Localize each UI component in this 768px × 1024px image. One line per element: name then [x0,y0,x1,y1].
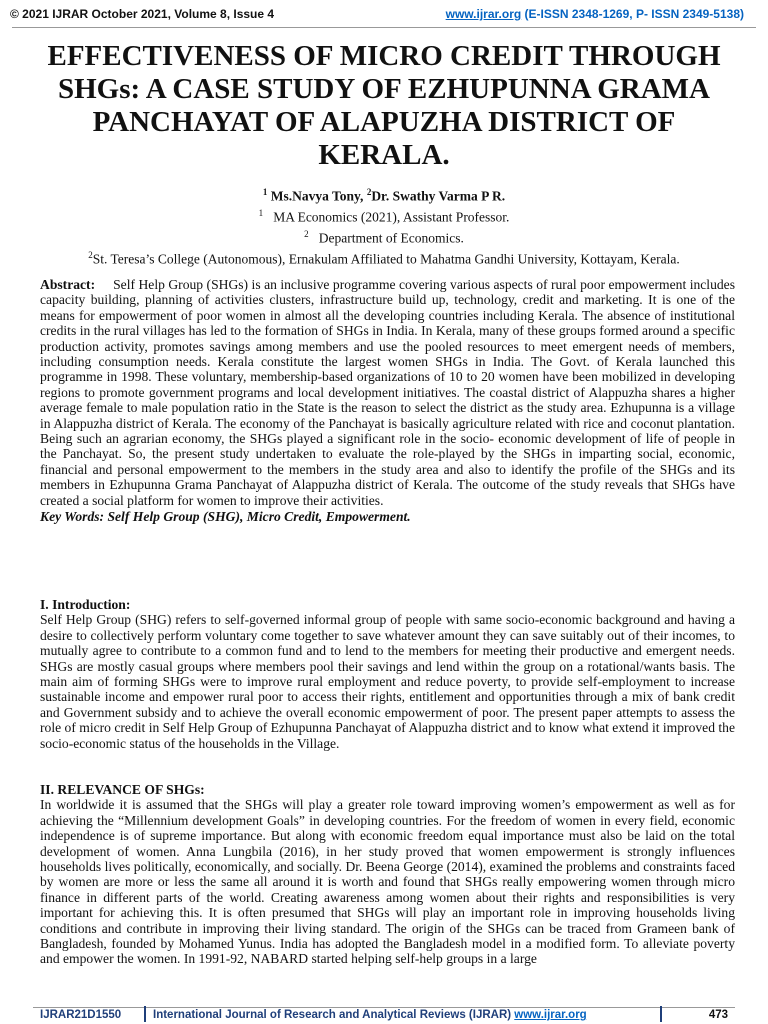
affiliation-3-sup: 2 [88,250,93,260]
footer-divider [33,1007,735,1008]
relevance-text: In worldwide it is assumed that the SHGs will play a greater role toward improving women’s empowerment as well as for achieving the “Millennium development Goals” in developing countries. For the freedom of women in every field, economic independence is of supreme importance. But along with economic freedom equal importance must also be laid on the total development of women. Anna Lungbila (2016), in her study proved that women empowerment is strongly influences households lives politically, economically, and socially. Dr. Beena George (2014), examined the problems and constraints faced by women are more or less the same all around it is worth and found that SHGs really empowering women through micro finance in different parts of the world. Creating awareness among women about their rights and responsibilities is very important for achieving this. It is often presumed that SHGs will play an important role in improving households living conditions and contribute in improving their living standard. The origin of the SHGs can be traced from Grameen bank of Bangladesh, founded by Mohamed Yunus. India has adopted the Bangladesh model in a modified form. To alleviate poverty and empower the women. In 1991-92, NABARD started helping self-help groups in a large [40,797,735,967]
header-issn: (E-ISSN 2348-1269, P- ISSN 2349-5138) [524,7,744,21]
author1-name: Ms.Navya Tony, [270,188,367,204]
paper-title: EFFECTIVENESS OF MICRO CREDIT THROUGH SHGs: A CASE STUDY OF EZHUPUNNA GRAMA PANCHAYAT OF ALAPUZHA DISTRICT OF KERALA. [47,40,721,171]
relevance-section [40,782,735,967]
footer-journal-name: International Journal of Research and Analytical Reviews (IJRAR) [153,1009,515,1021]
page-number: 473 [708,1009,728,1021]
affiliation-3 [0,247,768,268]
author1-sup: 1 [262,187,268,197]
affiliation-1-text: MA Economics (2021), Assistant Professor. [273,209,510,225]
header-right [446,7,744,21]
author-names [0,184,768,205]
abstract-label: Abstract: [40,277,96,292]
footer-separator-2 [660,1006,662,1022]
abstract-paragraph [40,277,735,508]
relevance-heading: II. RELEVANCE OF SHGs: [40,782,205,797]
introduction-heading: I. Introduction: [40,597,131,612]
page-header [10,7,758,25]
footer-journal [153,1009,587,1021]
footer-separator-1 [144,1006,146,1022]
affiliation-2 [0,226,768,247]
header-site-link[interactable]: www.ijrar.org [445,7,522,21]
abstract-section [40,277,735,525]
affiliation-2-text: Department of Economics. [318,230,464,246]
header-citation: © 2021 IJRAR October 2021, Volume 8, Issue 4 [10,7,275,21]
introduction-section [40,597,735,751]
author-block [0,184,768,268]
affiliation-3-text: St. Teresa’s College (Autonomous), Ernakulam Affiliated to Mahatma Gandhi University, Kottayam, Kerala. [92,251,680,267]
footer-paper-id: IJRAR21D1550 [40,1009,122,1021]
affiliation-1-sup: 1 [258,208,264,218]
keywords: Key Words: Self Help Group (SHG), Micro Credit, Empowerment. [40,509,411,525]
affiliation-1 [0,205,768,226]
header-divider [12,27,756,28]
author2-name: Dr. Swathy Varma P R. [371,188,506,204]
affiliation-2-sup: 2 [304,229,309,239]
footer-site-link[interactable]: www.ijrar.org [514,1009,587,1021]
abstract-text: Self Help Group (SHGs) is an inclusive programme covering various aspects of rural poor empowerment includes capacity building, planning of activities clusters, infrastructure build up, technology, credit and marketing. It is one of the means for empowerment of poor women in almost all the developing countries including Kerala. The absence of institutional credits in the rural villages has led to the formation of SHGs in India. In Kerala, many of these groups formed around a specific production activity, promotes savings among members and use the pooled resources to meet emergent needs of members, including consumption needs. Kerala constitute the largest women SHGs in India. The Govt. of Kerala launched this programme in 1998. These voluntary, membership-based organizations of 10 to 20 women have been mobilized in developing regions to promote government programs and local development initiatives. The coastal district of Alappuzha shares a higher average female to male population ratio in the State is the reason to select the district as the study area. Ezhupunna is a village in Alappuzha district of Kerala. The economy of the Panchayat is basically agriculture related with rice and coconut plantation. Being such an agrarian economy, the SHGs played a significant role in the socio- economic development of life of people in the Panchayat. So, the present study undertaken to evaluate the role-played by the SHGs in imparting social, economic, financial and personal empowerment to the members in the study area and also to identify the profile of the SHGs and its members in Ezhupunna Grama Panchayat of Alappuzha district of Kerala. The outcome of the study reveals that SHGs have created a social platform for women to improve their activities. [40,277,735,508]
introduction-text: Self Help Group (SHG) refers to self-governed informal group of people with same socio-economic background and having a desire to collectively perform voluntary come together to save whatever amount they can save suitably out of their incomes, to mutually agree to contribute to a common fund and to lend to the members for meeting their productive and emergent needs. SHGs are mostly casual groups where members pool their savings and lend within the group on a rotational/wants basis. The main aim of forming SHGs were to improve rural employment and reduce poverty, to provide self-employment to increase sustainable income and empower rural poor to access their rights, entitlement and opportunities through a mix of bank credit and Government subsidy and to achieve the overall economic empowerment of poor. The present paper attempts to assess the role of micro credit in Self Help Group of Ezhupunna Panchayat of Alappuzha district and to know what extend it improved the socio-economic status of the households in the Village. [40,612,735,751]
author2-sup: 2 [366,187,372,197]
